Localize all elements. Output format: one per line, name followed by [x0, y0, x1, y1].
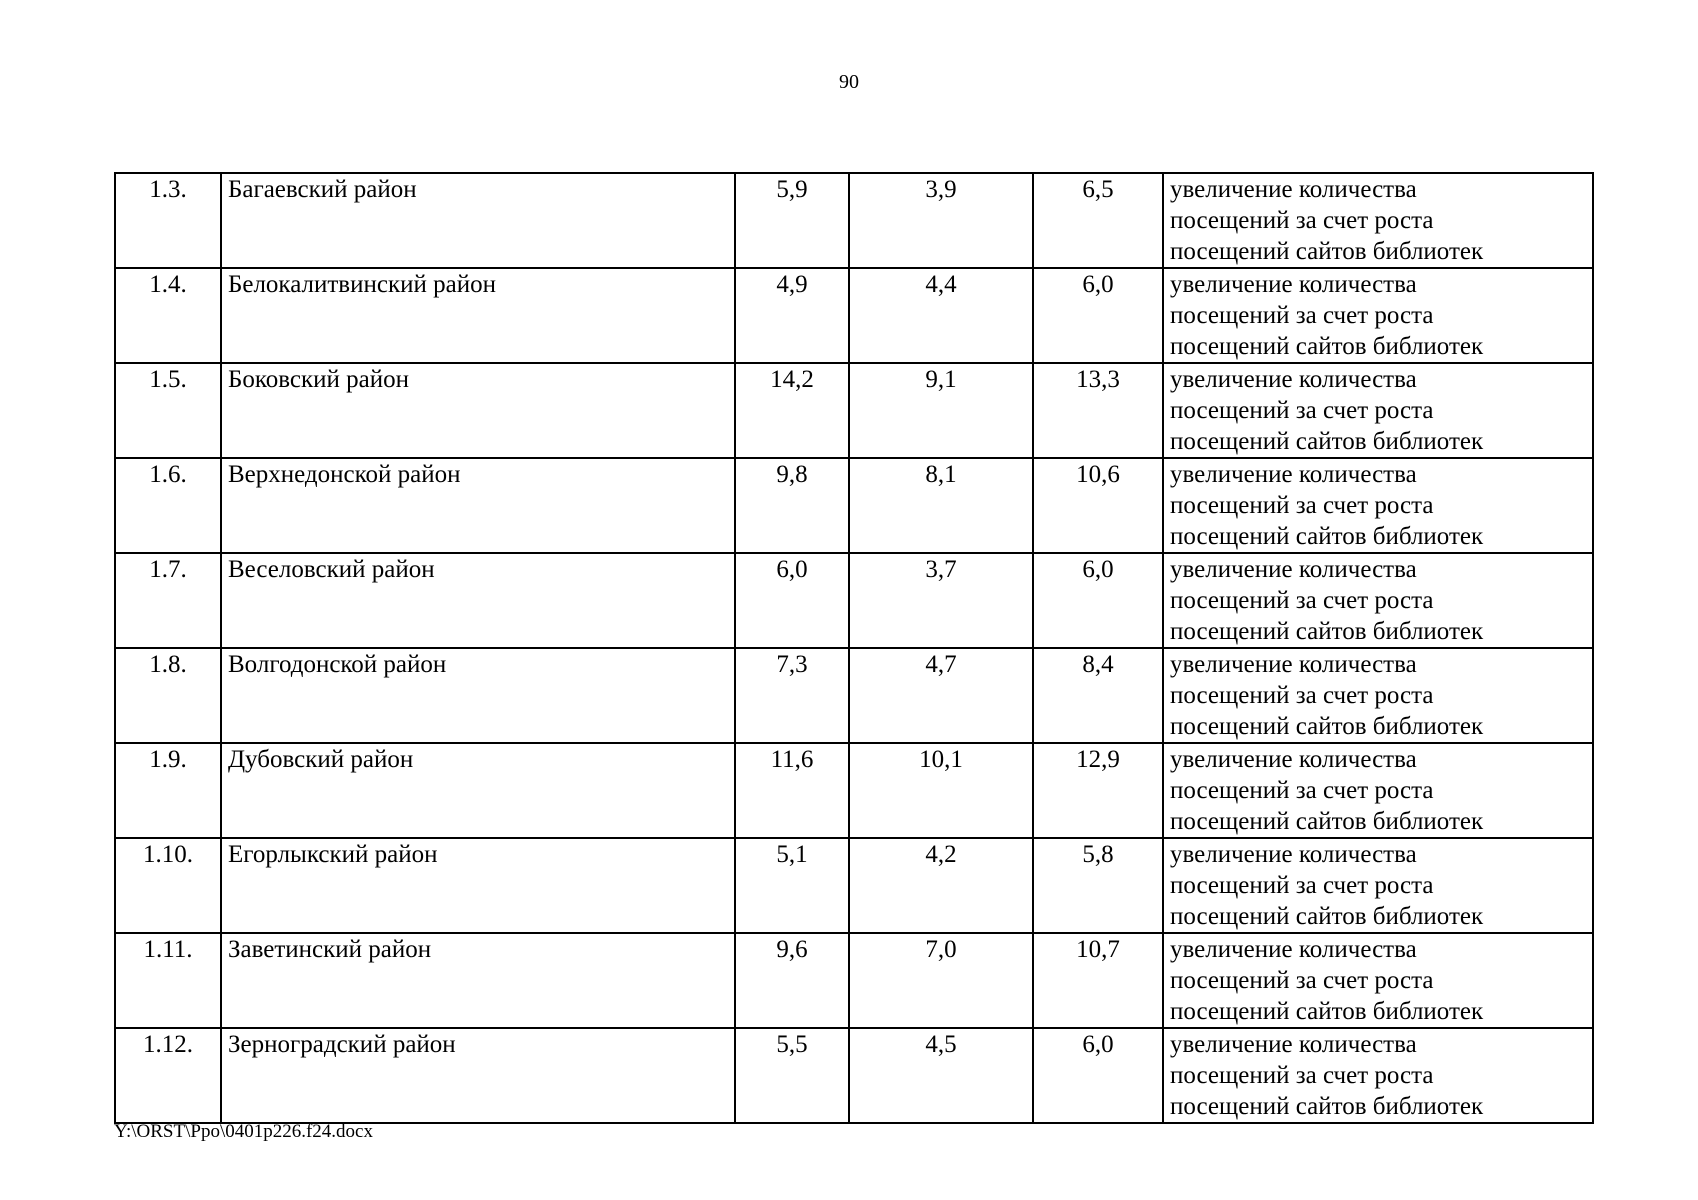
- note-line: увеличение количества: [1170, 746, 1417, 773]
- note-line: посещений за счет роста: [1170, 207, 1434, 234]
- note-line: увеличение количества: [1170, 271, 1417, 298]
- note-cell: [1163, 173, 1593, 268]
- note-line: посещений сайтов библиотек: [1170, 428, 1484, 455]
- note-line: увеличение количества: [1170, 366, 1417, 393]
- district-name-cell: Боковский район: [221, 363, 735, 458]
- row-number-cell: 1.9.: [115, 743, 221, 838]
- table-row: [115, 268, 1593, 363]
- note-line: посещений за счет роста: [1170, 967, 1434, 994]
- district-name-cell: Дубовский район: [221, 743, 735, 838]
- district-name-cell: Заветинский район: [221, 933, 735, 1028]
- row-number-cell: 1.10.: [115, 838, 221, 933]
- note-line: увеличение количества: [1170, 936, 1417, 963]
- note-line: увеличение количества: [1170, 556, 1417, 583]
- value-1-cell: 5,9: [735, 173, 849, 268]
- row-number-cell: 1.3.: [115, 173, 221, 268]
- value-1-cell: 6,0: [735, 553, 849, 648]
- note-cell: [1163, 553, 1593, 648]
- value-2-cell: 4,5: [849, 1028, 1033, 1123]
- value-2-cell: 3,9: [849, 173, 1033, 268]
- district-name-cell: Волгодонской район: [221, 648, 735, 743]
- value-2-cell: 9,1: [849, 363, 1033, 458]
- value-3-cell: 10,7: [1033, 933, 1163, 1028]
- value-3-cell: 6,0: [1033, 1028, 1163, 1123]
- table-row: [115, 363, 1593, 458]
- note-cell: [1163, 458, 1593, 553]
- value-2-cell: 8,1: [849, 458, 1033, 553]
- page-number: 90: [839, 71, 859, 93]
- table-row: [115, 933, 1593, 1028]
- value-1-cell: 14,2: [735, 363, 849, 458]
- note-line: посещений сайтов библиотек: [1170, 808, 1484, 835]
- row-number-cell: 1.5.: [115, 363, 221, 458]
- note-line: посещений сайтов библиотек: [1170, 903, 1484, 930]
- district-name-cell: Егорлыкский район: [221, 838, 735, 933]
- district-name-cell: Зерноградский район: [221, 1028, 735, 1123]
- row-number-cell: 1.7.: [115, 553, 221, 648]
- note-line: посещений за счет роста: [1170, 397, 1434, 424]
- value-3-cell: 5,8: [1033, 838, 1163, 933]
- table-row: [115, 458, 1593, 553]
- note-line: посещений за счет роста: [1170, 587, 1434, 614]
- value-3-cell: 13,3: [1033, 363, 1163, 458]
- note-line: посещений за счет роста: [1170, 1062, 1434, 1089]
- value-2-cell: 4,2: [849, 838, 1033, 933]
- file-path: Y:\ORST\Ppo\0401p226.f24.docx: [114, 1121, 373, 1142]
- value-3-cell: 6,0: [1033, 553, 1163, 648]
- value-1-cell: 9,6: [735, 933, 849, 1028]
- note-cell: [1163, 648, 1593, 743]
- value-2-cell: 4,7: [849, 648, 1033, 743]
- value-3-cell: 10,6: [1033, 458, 1163, 553]
- note-line: посещений сайтов библиотек: [1170, 998, 1484, 1025]
- table-row: [115, 1028, 1593, 1123]
- note-line: посещений сайтов библиотек: [1170, 1093, 1484, 1120]
- value-3-cell: 6,0: [1033, 268, 1163, 363]
- note-cell: [1163, 933, 1593, 1028]
- value-3-cell: 12,9: [1033, 743, 1163, 838]
- value-2-cell: 3,7: [849, 553, 1033, 648]
- district-name-cell: Веселовский район: [221, 553, 735, 648]
- table-row: [115, 648, 1593, 743]
- value-1-cell: 7,3: [735, 648, 849, 743]
- value-3-cell: 6,5: [1033, 173, 1163, 268]
- note-line: увеличение количества: [1170, 461, 1417, 488]
- note-line: посещений за счет роста: [1170, 492, 1434, 519]
- value-1-cell: 5,5: [735, 1028, 849, 1123]
- note-line: посещений сайтов библиотек: [1170, 713, 1484, 740]
- note-line: посещений сайтов библиотек: [1170, 523, 1484, 550]
- table-row: [115, 743, 1593, 838]
- note-line: посещений за счет роста: [1170, 302, 1434, 329]
- row-number-cell: 1.4.: [115, 268, 221, 363]
- note-line: увеличение количества: [1170, 651, 1417, 678]
- note-cell: [1163, 838, 1593, 933]
- note-line: увеличение количества: [1170, 1031, 1417, 1058]
- table-row: [115, 173, 1593, 268]
- row-number-cell: 1.11.: [115, 933, 221, 1028]
- value-1-cell: 4,9: [735, 268, 849, 363]
- note-line: посещений за счет роста: [1170, 777, 1434, 804]
- district-name-cell: Белокалитвинский район: [221, 268, 735, 363]
- note-line: увеличение количества: [1170, 841, 1417, 868]
- note-line: посещений сайтов библиотек: [1170, 618, 1484, 645]
- value-2-cell: 10,1: [849, 743, 1033, 838]
- value-1-cell: 9,8: [735, 458, 849, 553]
- note-line: посещений сайтов библиотек: [1170, 333, 1484, 360]
- value-1-cell: 11,6: [735, 743, 849, 838]
- value-3-cell: 8,4: [1033, 648, 1163, 743]
- note-cell: [1163, 363, 1593, 458]
- value-2-cell: 7,0: [849, 933, 1033, 1028]
- table-row: [115, 838, 1593, 933]
- district-name-cell: Верхнедонской район: [221, 458, 735, 553]
- note-line: посещений сайтов библиотек: [1170, 238, 1484, 265]
- note-line: посещений за счет роста: [1170, 682, 1434, 709]
- value-1-cell: 5,1: [735, 838, 849, 933]
- note-line: посещений за счет роста: [1170, 872, 1434, 899]
- note-cell: [1163, 268, 1593, 363]
- note-line: увеличение количества: [1170, 176, 1417, 203]
- row-number-cell: 1.6.: [115, 458, 221, 553]
- table-body: [115, 173, 1593, 1123]
- table-row: [115, 553, 1593, 648]
- row-number-cell: 1.12.: [115, 1028, 221, 1123]
- value-2-cell: 4,4: [849, 268, 1033, 363]
- district-name-cell: Багаевский район: [221, 173, 735, 268]
- note-cell: [1163, 743, 1593, 838]
- note-cell: [1163, 1028, 1593, 1123]
- district-table: [114, 172, 1594, 1124]
- row-number-cell: 1.8.: [115, 648, 221, 743]
